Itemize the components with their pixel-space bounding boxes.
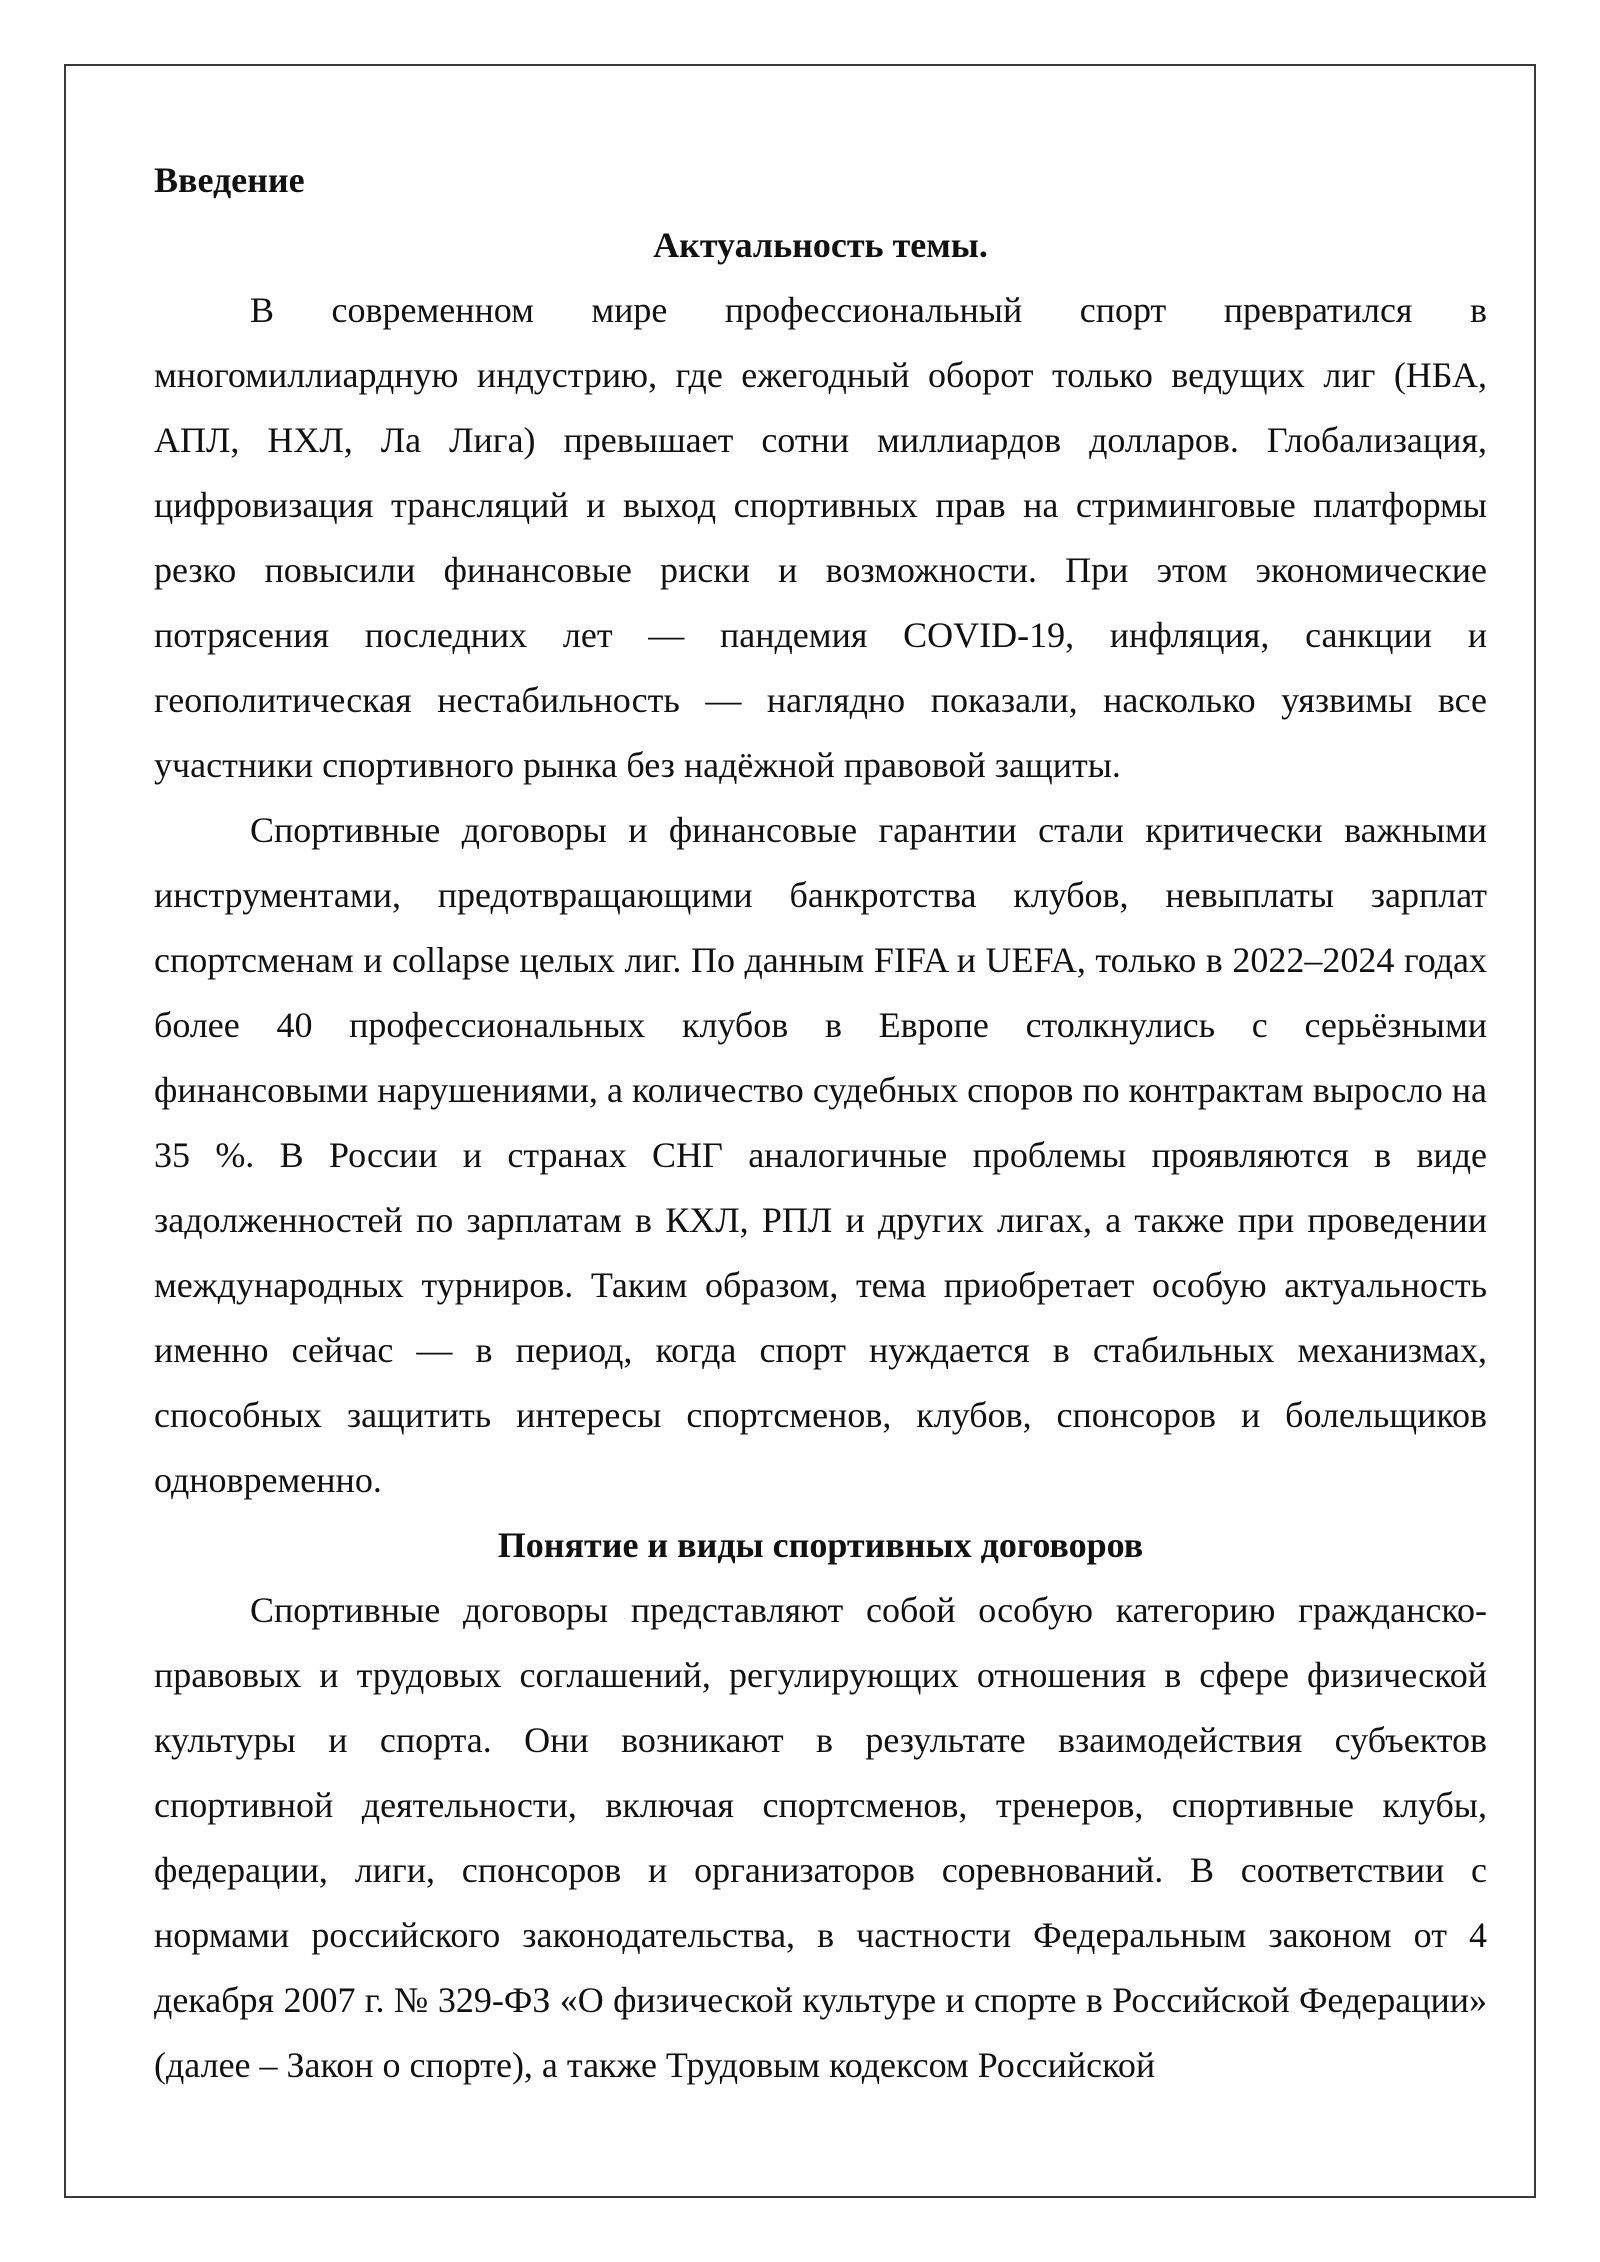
paragraph-intro-1: В современном мире профессиональный спорт превратился в многомиллиардную индустрию, где ежегодный оборот только ведущих лиг (НБА, АПЛ, НХЛ, Ла Лига) превышает сотни миллиардов долларов. Глобализация, цифровизация трансляций и выход спортивных прав на стриминговые платформы резко повысили финансовые риски и возможности. При этом экономические потрясения последних лет — пандемия COVID-19, инфляция, санкции и геополитическая нестабильность — наглядно показали, насколько уязвимы все участники спортивного рынка без надёжной правовой защиты. (154, 290, 1487, 785)
section-heading: Введение (154, 160, 305, 200)
paragraph-concept-1: Спортивные договоры представляют собой особую категорию гражданско-правовых и трудовых соглашений, регулирующих отношения в сфере физической культуры и спорта. Они возникают в результате взаимодействия субъектов спортивной деятельности, включая спортсменов, тренеров, спортивные клубы, федерации, лиги, спонсоров и организаторов соревнований. В соответствии с нормами российского законодательства, в частности Федеральным законом от 4 декабря 2007 г. № 329-ФЗ «О физической культуре и спорте в Российской Федерации» (далее – Закон о спорте), а также Трудовым кодексом Российской (154, 1590, 1487, 2085)
paragraph-intro-2: Спортивные договоры и финансовые гарантии стали критически важными инструментами, предотвращающими банкротства клубов, невыплаты зарплат спортсменам и collapse целых лиг. По данным FIFA и UEFA, только в 2022–2024 годах более 40 профессиональных клубов в Европе столкнулись с серьёзными финансовыми нарушениями, а количество судебных споров по контрактам выросло на 35 %. В России и странах СНГ аналогичные проблемы проявляются в виде задолженностей по зарплатам в КХЛ, РПЛ и других лигах, а также при проведении международных турниров. Таким образом, тема приобретает особую актуальность именно сейчас — в период, когда спорт нуждается в стабильных механизмах, способных защитить интересы спортсменов, клубов, спонсоров и болельщиков одновременно. (154, 810, 1487, 1500)
subsection-heading: Понятие и виды спортивных договоров (497, 1525, 1144, 1565)
document-body (154, 148, 1487, 2098)
topic-heading: Актуальность темы. (653, 225, 988, 265)
